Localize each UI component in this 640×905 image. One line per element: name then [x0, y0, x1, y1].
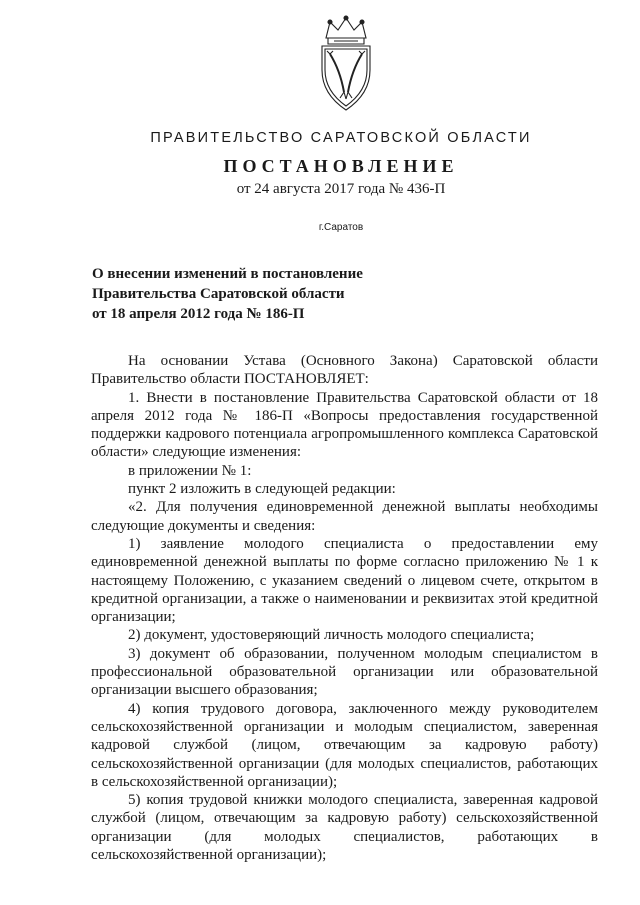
document-body [91, 352, 598, 864]
document-type: ПОСТАНОВЛЕНИЕ [223, 156, 459, 176]
paragraph-clause-2: «2. Для получения единовременной денежной выплаты необходимы следующие документы и сведения: [91, 499, 598, 534]
saratov-coat-of-arms-icon [310, 14, 382, 114]
paragraph-doc-5: 5) копия трудовой книжки молодого специалиста, заверенная кадровой службой (лицом, отвечающим за кадровую работу) сельскохозяйственной организации (для молодых специалистов, работающих в сельскохозяйственной организации); [91, 792, 598, 864]
paragraph-item-1: 1. Внести в постановление Правительства Саратовской области от 18 апреля 2012 года № 186-П «Вопросы предоставления государственной поддержки кадрового потенциала агропромышленного комплекса Саратовской области» следующие изменения: [91, 389, 598, 461]
paragraph-doc-2: 2) документ, удостоверяющий личность молодого специалиста; [128, 627, 535, 644]
subject-line-2: Правительства Саратовской области [92, 286, 345, 302]
government-name: ПРАВИТЕЛЬСТВО САРАТОВСКОЙ ОБЛАСТИ [150, 130, 532, 146]
paragraph-doc-4: 4) копия трудового договора, заключенного между руководителем сельскохозяйственной организации и молодым специалистом, заверенная кадровой службой (лицом, отвечающим за кадровую работу) сельскохозяйственной организации (для молодых специалистов, работающих в сельскохозяйственной организации); [91, 700, 598, 790]
document-subject [92, 264, 492, 324]
paragraph-doc-1: 1) заявление молодого специалиста о предоставлении ему единовременной денежной выплаты по форме согласно приложению № 1 к настоящему Положению, с указанием сведений о лицевом счете, открытом в кредитной организации, а также о наименовании и реквизитах этой кредитной организации; [91, 535, 598, 626]
subject-line-1: О внесении изменений в постановление [92, 266, 363, 282]
document-date-number: от 24 августа 2017 года № 436-П [236, 181, 446, 197]
paragraph-doc-3: 3) документ об образовании, полученном молодым специалистом в профессиональной образовательной организации или образовательной организации высшего образования; [91, 645, 598, 699]
city-label: г.Саратов [318, 222, 364, 233]
paragraph-preamble: На основании Устава (Основного Закона) Саратовской области Правительство области ПОСТАНОВЛЯЕТ: [91, 353, 598, 388]
paragraph-appendix: в приложении № 1: [128, 462, 252, 479]
paragraph-clause: пункт 2 изложить в следующей редакции: [128, 481, 396, 498]
subject-line-3: от 18 апреля 2012 года № 186-П [92, 306, 305, 322]
